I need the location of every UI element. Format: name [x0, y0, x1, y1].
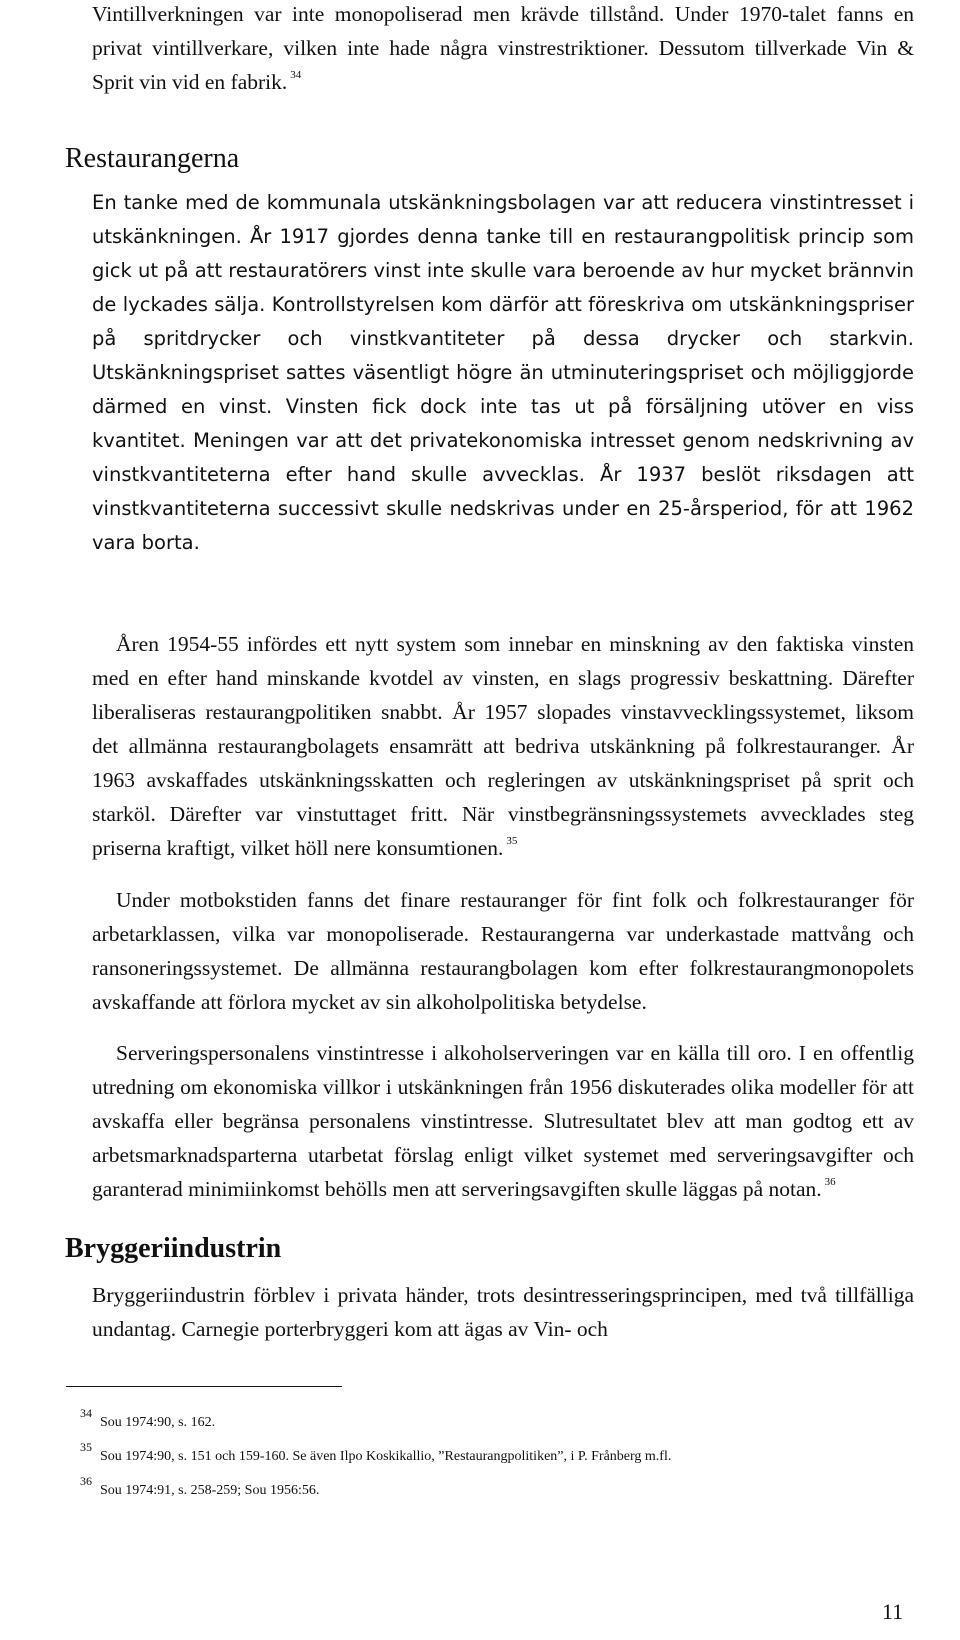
section-heading-restaurangerna: Restaurangerna: [65, 143, 240, 174]
footnote-separator: [66, 1386, 342, 1387]
footnote-number: 35: [80, 1440, 92, 1454]
footnote-text: Sou 1974:91, s. 258-259; Sou 1956:56.: [100, 1483, 320, 1498]
paragraph-serveringspersonal: Serveringspersonalens vinstintresse i alkoholserveringen var en källa till oro. I en offentlig utredning om ekonomiska villkor i utskänkningen från 1956 diskuterades olika modeller för att avskaffa eller begränsa personalens vinstintresse. Slutresultatet blev att man godtog ett av arbetsmarknadsparterna utarbetat förslag enligt vilket systemet med serveringsavgifter och garanterad minimiinkomst behölls men att serveringsavgiften skulle läggas på notan. $^{36}$: [92, 1041, 914, 1201]
section-heading-bryggeriindustrin: Bryggeriindustrin: [65, 1233, 282, 1264]
footnote-number: 36: [80, 1474, 92, 1488]
footnote-number: 34: [80, 1406, 92, 1420]
footnote-text: Sou 1974:90, s. 162.: [100, 1415, 216, 1430]
page-number: 11: [882, 1599, 904, 1624]
paragraph-vintillverkning: Vintillverkningen var inte monopoliserad men krävde tillstånd. Under 1970-talet fanns en privat vintillverkare, vilken inte hade några vinstrestriktioner. Dessutom tillverkade Vin & Sprit vin vid en fabrik. $^{34}$: [92, 2, 914, 94]
paragraph-motbokstiden: Under motbokstiden fanns det finare restauranger för fint folk och folkrestauranger för arbetarklassen, vilka var monopoliserade. Restaurangerna var underkastade mattvång och ransoneringssystemet. De allmänna restaurangbolagen kom efter folkrestaurangmonopolets avskaffande att förlora mycket av sin alkoholpolitiska betydelse.: [92, 888, 914, 1014]
footnote-text: Sou 1974:90, s. 151 och 159-160. Se även Ilpo Koskikallio, ”Restaurangpolitiken”, i P. Frånberg m.fl.: [100, 1449, 672, 1464]
footnote-ref-34[interactable]: 34: [290, 69, 302, 81]
footnote-ref-36[interactable]: 36: [824, 1176, 836, 1188]
paragraph-bryggeriindustrin: Bryggeriindustrin förblev i privata händer, trots desintresseringsprincipen, med två tillfälliga undantag. Carnegie porterbryggeri kom att ägas av Vin- och: [92, 1283, 914, 1341]
paragraph-1954-55: Åren 1954-55 infördes ett nytt system som innebar en minskning av den faktiska vinsten med en efter hand minskande kvotdel av vinsten, en slags progressiv beskattning. Därefter liberaliseras restaurangpolitiken snabbt. År 1957 slopades vinstavvecklingssystemet, liksom det allmänna restaurangbolagets ensamrätt att bedriva utskänkning på folkrestauranger. År 1963 avskaffades utskänkningsskatten och regleringen av utskänkningspriset på sprit och starköl. Därefter var vinstuttaget fritt. När vinstbegränsningssystemets avvecklades steg priserna kraftigt, vilket höll nere konsumtionen. $^{35}$: [92, 632, 914, 860]
paragraph-vinstintresse: En tanke med de kommunala utskänkningsbolagen var att reducera vinstintresset i utskänkningen. År 1917 gjordes denna tanke till en restaurangpolitisk princip som gick ut på att restauratörers vinst inte skulle vara beroende av hur mycket brännvin de lyckades sälja. Kontrollstyrelsen kom därför att föreskriva om utskänkningspriser på spritdrycker och vinstkvantiteter på dessa drycker och starkvin. Utskänkningspriset sattes väsentligt högre än utminuteringspriset och möjliggjorde därmed en vinst. Vinsten fick dock inte tas ut på försäljning utöver en viss kvantitet. Meningen var att det privatekonomiska intresset genom nedskrivning av vinstkvantiteterna efter hand skulle avvecklas. År 1937 beslöt riksdagen att vinstkvantiteterna successivt skulle nedskrivas under en 25-årsperiod, för att 1962 vara borta.: [92, 191, 914, 554]
footnote-ref-35[interactable]: 35: [506, 835, 518, 847]
